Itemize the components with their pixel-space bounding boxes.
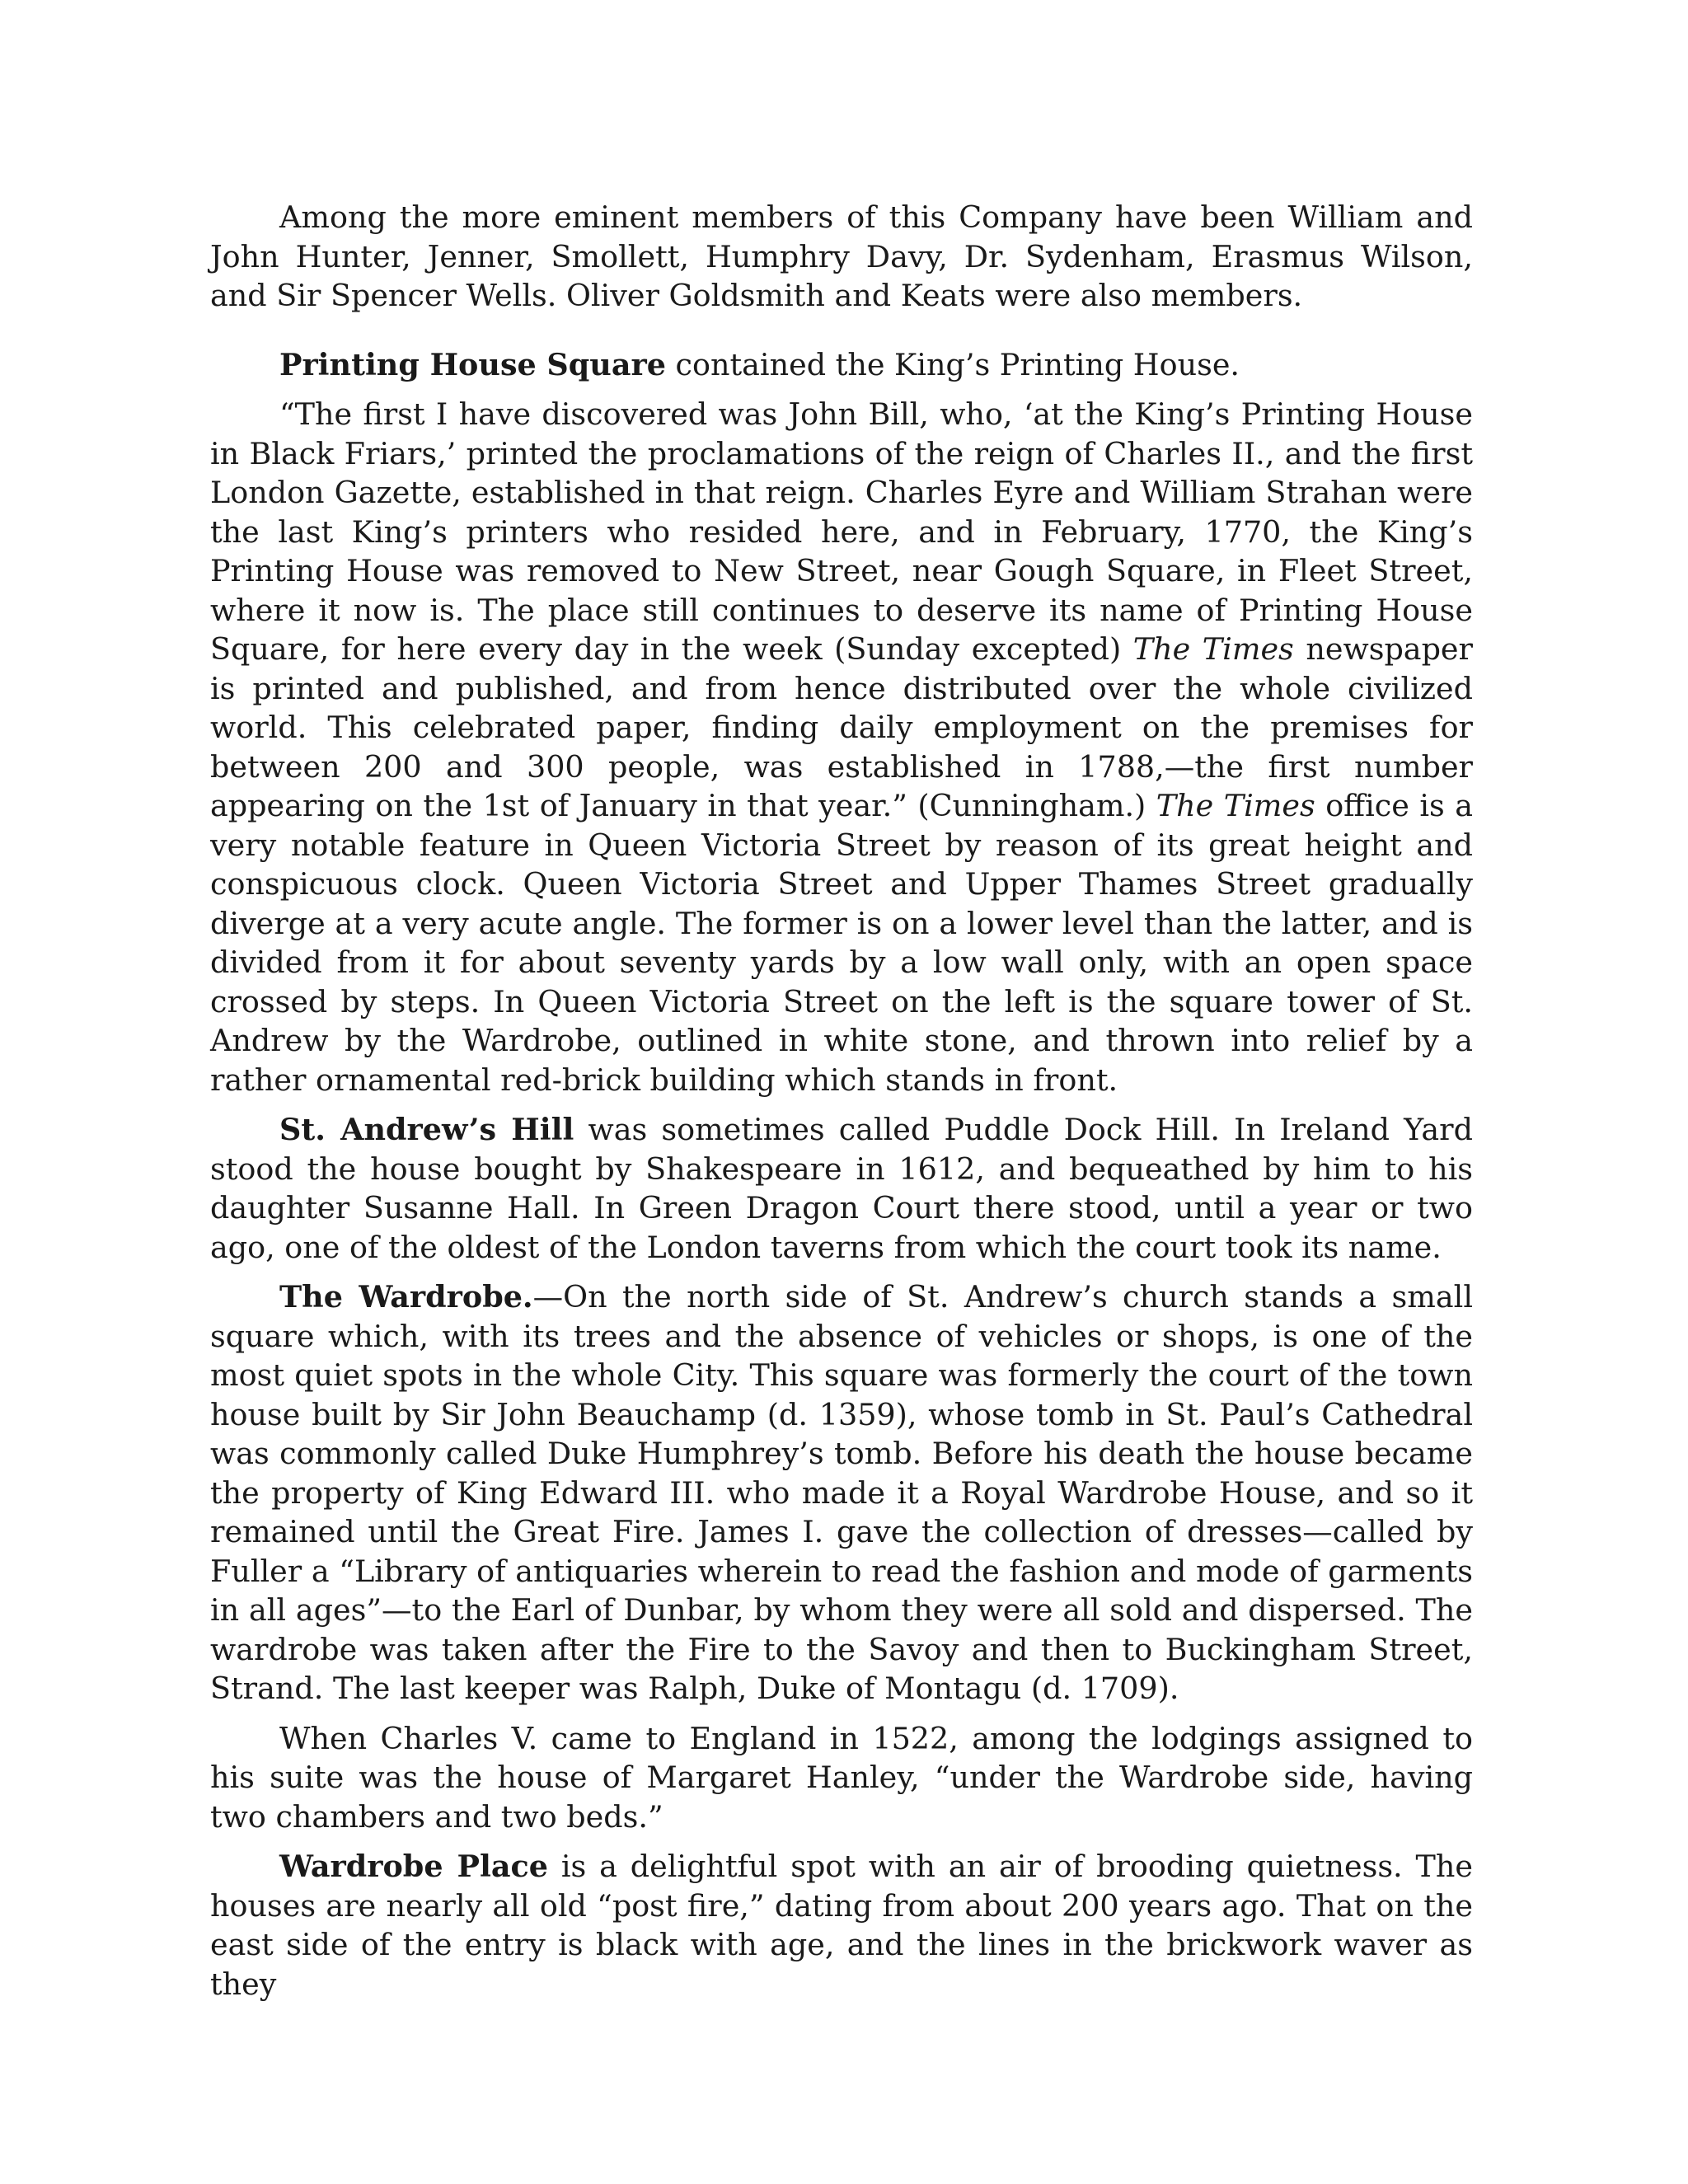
section-heading-the-wardrobe: The Wardrobe. bbox=[279, 1279, 533, 1315]
paragraph-wardrobe-place bbox=[210, 1847, 1473, 2004]
text-segment: office is a very notable feature in Queen Victoria Street by reason of its great height and conspicuous clock. Queen Victoria Street and Upper Thames Street gradually diverge at a very acute angle. The former is on a lower level than the latter, and is divided from it for about seventy yards by a low wall only, with an open space crossed by steps. In Queen Victoria Street on the left is the square tower of St. Andrew by the Wardrobe, outlined in white stone, and thrown into relief by a rather ornamental red-brick building which stands in front. bbox=[210, 788, 1473, 1098]
paragraph-printing-house-square bbox=[210, 345, 1473, 385]
paragraph-eminent-members bbox=[210, 198, 1473, 316]
text-segment: —On the north side of St. Andrew’s church stands a small square which, with its trees and the absence of vehicles or shops, is one of the most quiet spots in the whole City. This square was formerly the court of the town house built by Sir John Beauchamp (d. 1359), whose tomb in St. Paul’s Cathedral was commonly called Duke Humphrey’s tomb. Before his death the house became the property of King Edward III. who made it a Royal Wardrobe House, and so it remained until the Great Fire. James I. gave the collection of dresses—called by Fuller a “Library of antiquaries wherein to read the fashion and mode of garments in all ages”—to the Earl of Dunbar, by whom they were all sold and dispersed. The wardrobe was taken after the Fire to the Savoy and then to Buckingham Street, Strand. The last keeper was Ralph, Duke of Montagu (d. 1709). bbox=[210, 1279, 1473, 1706]
text-segment: When Charles V. came to England in 1522, among the lodgings assigned to his suite was the house of Margaret Hanley, “under the Wardrobe side, having two chambers and two beds.” bbox=[210, 1720, 1473, 1835]
section-heading-wardrobe-place: Wardrobe Place bbox=[279, 1849, 548, 1884]
section-heading-st-andrews-hill: St. Andrew’s Hill bbox=[279, 1112, 574, 1147]
text-segment: newspaper is printed and published, and from hence distributed over the whole civilized world. This celebrated paper, finding daily employment on the premises for between 200 and 300 people, was established in 1788,—the first number appearing on the 1st of January in that year.” (Cunningham.) bbox=[210, 631, 1473, 823]
section-heading-printing-house-square: Printing House Square bbox=[279, 346, 666, 382]
italic-title-the-times: The Times bbox=[1156, 788, 1315, 823]
text-segment: Among the more eminent members of this Company have been William and John Hunter, Jenner, Smollett, Humphry Davy, Dr. Sydenham, Erasmus Wilson, and Sir Spencer Wells. Oliver Goldsmith and Keats were also members. bbox=[210, 199, 1473, 313]
paragraph-cunningham-quote bbox=[210, 395, 1473, 1099]
paragraph-charles-v bbox=[210, 1719, 1473, 1837]
document-page bbox=[210, 198, 1473, 2014]
text-segment: was sometimes called Puddle Dock Hill. In Ireland Yard stood the house bought by Shakespeare in 1612, and bequeathed by him to his daughter Susanne Hall. In Green Dragon Court there stood, until a year or two ago, one of the oldest of the London taverns from which the court took its name. bbox=[210, 1112, 1473, 1265]
paragraph-the-wardrobe bbox=[210, 1277, 1473, 1708]
paragraph-st-andrews-hill bbox=[210, 1110, 1473, 1267]
text-segment: is a delightful spot with an air of brooding quietness. The houses are nearly all old “post fire,” dating from about 200 years ago. That on the east side of the entry is black with age, and the lines in the brickwork waver as they bbox=[210, 1849, 1474, 2002]
italic-title-the-times: The Times bbox=[1132, 631, 1294, 667]
text-segment: “The first I have discovered was John Bill, who, ‘at the King’s Printing House in Black Friars,’ printed the proclamations of the reign of Charles II., and the first London Gazette, established in that reign. Charles Eyre and William Strahan were the last King’s printers who resided here, and in February, 1770, the King’s Printing House was removed to New Street, near Gough Square, in Fleet Street, where it now is. The place still continues to deserve its name of Printing House Square, for here every day in the week (Sunday excepted) bbox=[210, 396, 1473, 667]
text-segment: contained the King’s Printing House. bbox=[665, 346, 1240, 382]
